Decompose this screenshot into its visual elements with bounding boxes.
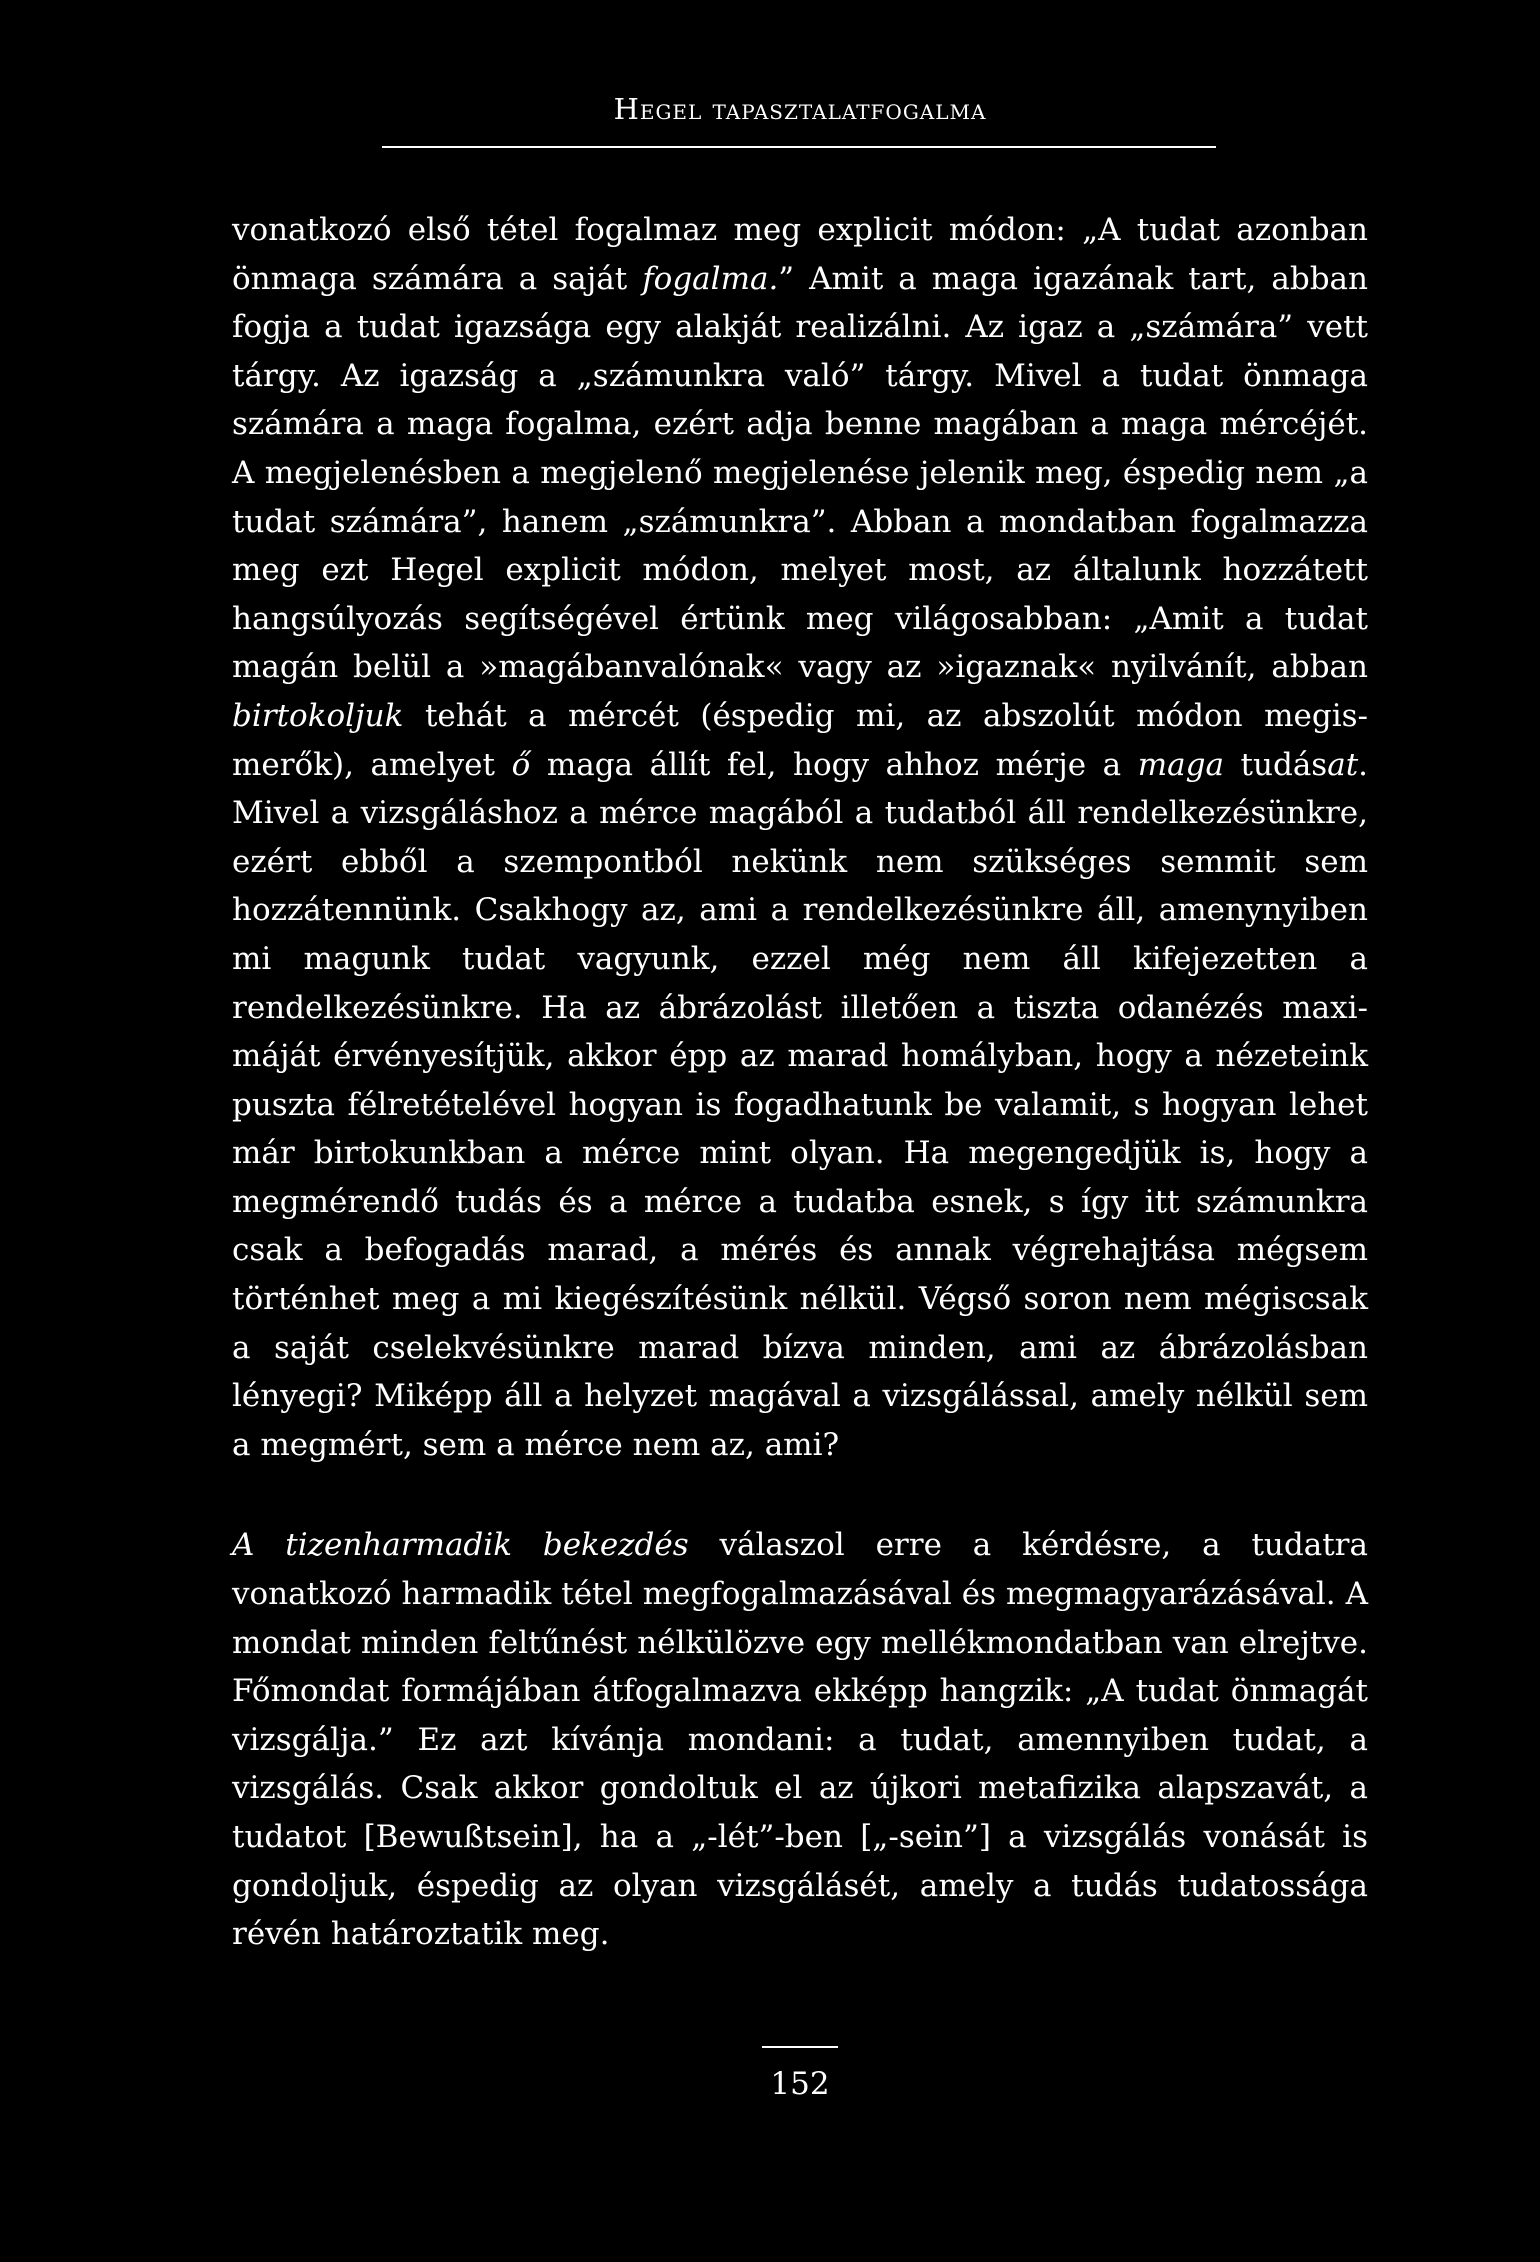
text-run: ” Amit a maga igazának tart, abban fogja a tudat igazsága egy alakját realizálni. Az igaz a „számára” vett tárgy. Az igazság a „számunkra való” tárgy. Mivel a tudat önmaga számára a maga fogalma, ezért adja benne magában a maga mércéjét. A megjelenésben a megjelenő megjelenése jelenik meg, éspedig nem „a tudat számára”, hanem „számunkra”. Abban a mondatban fogalmazza meg ezt Hegel explicit módon, melyet most, az általunk hozzátett hangsúlyozás segítségével értünk meg világosabban: „Amit a tudat magán belül a »magábanvalónak« vagy az »igaznak« nyilvánít, abban bbox=[232, 260, 1368, 686]
footer-rule bbox=[762, 2046, 838, 2048]
paragraph bbox=[232, 206, 1368, 1469]
page-number: 152 bbox=[770, 2066, 830, 2102]
text-run: vonatkozó első tétel fogalmaz meg explicit módon: „A tudat azonban önmaga számára a saját bbox=[232, 212, 1368, 297]
italic-run: at bbox=[1327, 746, 1359, 783]
paragraph bbox=[232, 1521, 1368, 1958]
italic-run: ő bbox=[511, 746, 531, 783]
text-run: tehát a mércét (éspedig mi, az abszolút módon megismerők), amelyet bbox=[232, 697, 1368, 783]
text-run: válaszol erre a kérdésre, a tudatra vonatkozó harmadik tétel megfogalmazásával és megmagyarázásával. A mondat minden feltűnést nélkülözve egy mellékmondatban van elrejtve. Főmondat formájában átfogalmazva ekképp hangzik: „A tudat önmagát vizsgálja.” Ez azt kívánja mondani: a tudat, amennyiben tudat, a vizsgálás. Csak akkor gondoltuk el az újkori metafizika alapszavát, a tudatot [Bewußtsein], ha a „-lét”-ben [„-sein”] a vizsgálás vonását is gondoljuk, éspedig az olyan vizsgálásét, amely a tudás tudatossága révén határoztatik meg. bbox=[232, 1527, 1368, 1953]
text-run: maga állít fel, hogy ahhoz mérje a bbox=[530, 746, 1138, 783]
italic-run: fogalma. bbox=[642, 260, 779, 297]
header-rule bbox=[382, 146, 1216, 148]
italic-run: A tizenharmadik bekezdés bbox=[232, 1527, 689, 1564]
text-run: tudás bbox=[1223, 746, 1328, 783]
book-page bbox=[232, 0, 1368, 2262]
italic-run: birtokoljuk bbox=[232, 697, 404, 734]
body-text bbox=[232, 206, 1368, 1959]
running-head: Hegel tapasztalatfogalma bbox=[613, 92, 987, 126]
text-run: . Mivel a vizsgáláshoz a mérce magából a tudatból áll rendelkezésünkre, ezért ebből a szempontból nekünk nem szükséges semmit sem hozzátennünk. Csakhogy az, ami a rendelkezésünkre áll, amenynyiben mi magunk tudat vagyunk, ezzel még nem áll kifejezetten a rendelkezésünkre. Ha az ábrázolást illetően a tiszta odanézés maximáját érvényesítjük, akkor épp az marad homályban, hogy a nézeteink puszta félretételével hogyan is fogadhatunk be valamit, s hogyan lehet már birtokunkban a mérce mint olyan. Ha megengedjük is, hogy a megmérendő tudás és a mérce a tudatba esnek, s így itt számunkra csak a befogadás marad, a mérés és annak végrehajtása mégsem történhet meg a mi kiegészítésünk nélkül. Végső soron nem mégiscsak a saját cselekvésünkre marad bízva minden, ami az ábrázolásban lényegi? Miképp áll a helyzet magával a vizsgálással, amely nélkül sem a megmért, sem a mérce nem az, ami? bbox=[232, 746, 1369, 1463]
italic-run: maga bbox=[1137, 746, 1224, 783]
